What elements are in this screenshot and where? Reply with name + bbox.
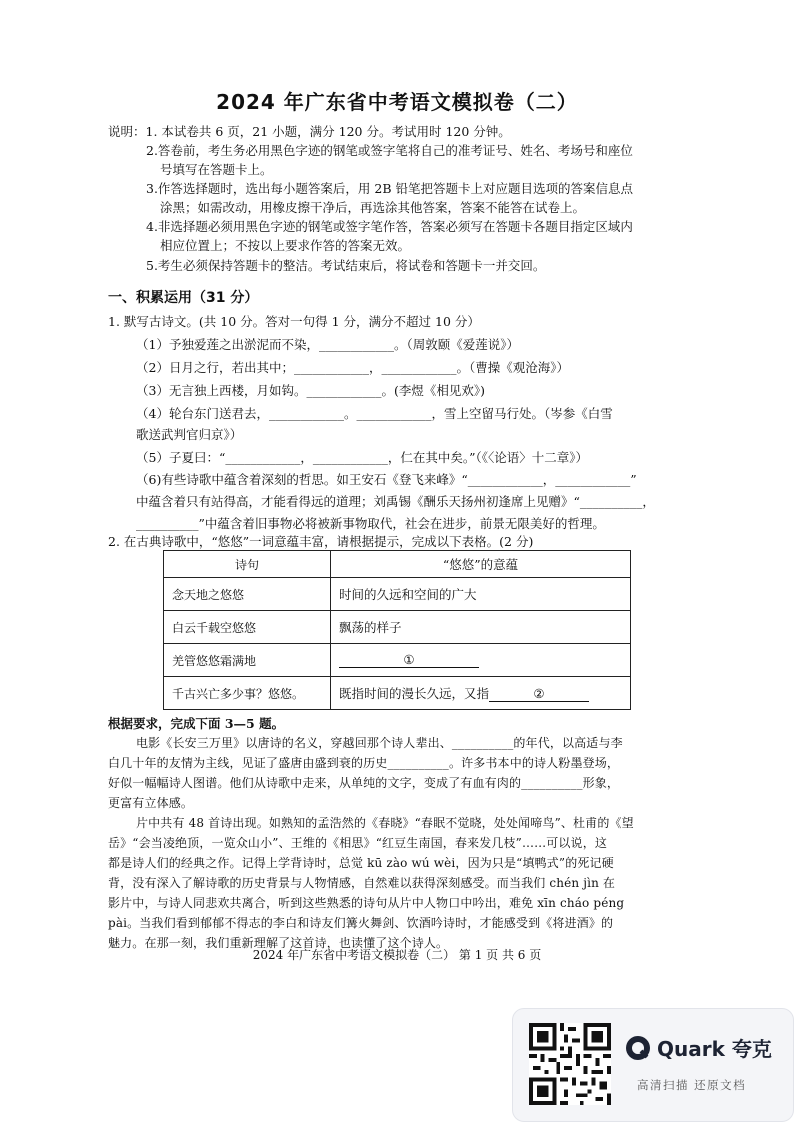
meaning-cell	[331, 644, 631, 677]
table-row	[164, 677, 631, 710]
q1-line: （5）子夏曰：“____________，____________，仁在其中矣。”（《〈论语〉十二章》）	[136, 450, 588, 465]
poem-cell: 羌管悠悠霜满地	[164, 644, 331, 677]
passage-line: 片中共有 48 首诗出现。如熟知的孟浩然的《春晓》“春眠不觉晓，处处闻啼鸟”、杜甫的《望	[136, 816, 634, 830]
table-row	[164, 644, 631, 677]
poem-cell: 念天地之悠悠	[164, 578, 331, 611]
table-row	[164, 611, 631, 644]
note-line: 3.作答选择题时，选出每小题答案后，用 2B 铅笔把答题卡上对应题目选项的答案信息点	[146, 181, 634, 196]
note-line: 涂黑；如需改动，用橡皮擦干净后，再选涂其他答案，答案不能答在试卷上。	[160, 200, 586, 215]
q1-line: 中蕴含着只有站得高，才能看得远的道理；刘禹锡《酬乐天扬州初逢席上见赠》“__________，	[136, 494, 655, 509]
table-header-cell: 诗句	[164, 551, 331, 578]
page-footer: 2024 年广东省中考语文模拟卷（二） 第 1 页 共 6 页	[252, 948, 542, 962]
meaning-text: 既指时间的漫长久远，又指	[339, 686, 490, 701]
table-header-cell: “悠悠”的意蕴	[331, 551, 631, 578]
note-line: 号填写在答题卡上。	[160, 162, 273, 177]
meaning-cell	[331, 677, 631, 710]
q1-line: 歌送武判官归京》）	[136, 427, 243, 442]
q1-line: （1）予独爱莲之出淤泥而不染，____________。（周敦颐《爱莲说》）	[136, 337, 519, 352]
quark-badge[interactable]	[512, 1008, 794, 1122]
quark-logo	[625, 1033, 772, 1062]
answer-blank-2[interactable]: ②	[489, 686, 589, 702]
poem-cell: 白云千载空悠悠	[164, 611, 331, 644]
quark-logo-icon	[625, 1035, 651, 1061]
passage-line: 好似一幅幅诗人图谱。他们从诗歌中走来，从单纯的文字，变成了有血有肉的__________形象，	[108, 776, 620, 790]
question-2-stem: 2. 在古典诗歌中，“悠悠”一词意蕴丰富，请根据提示，完成以下表格。(2 分)	[108, 534, 534, 549]
q1-line: __________”中蕴含着旧事物必将被新事物取代，社会在进步，前景无限美好的哲理。	[136, 516, 605, 531]
note-line: 4.非选择题必须用黑色字迹的钢笔或签字笔作答，答案必须写在答题卡各题目指定区域内	[146, 219, 633, 234]
answer-blank-1[interactable]: ①	[339, 652, 479, 668]
q1-line: （6)有些诗歌中蕴含着深刻的哲思。如王安石《登飞来峰》“____________，____________”	[136, 472, 637, 487]
note-line: 5.考生必须保持答题卡的整洁。考试结束后，将试卷和答题卡一并交回。	[146, 258, 546, 273]
q1-line: （2）日月之行，若出其中；____________，____________。（曹操《观沧海》）	[136, 360, 569, 375]
table-row	[164, 578, 631, 611]
passage-line: 岳》“会当凌绝顶，一览众山小”、王维的《相思》“红豆生南国，春来发几枝”……可以说，这	[108, 836, 607, 850]
passage-line: 电影《长安三万里》以唐诗的名义，穿越回那个诗人辈出、__________的年代，以高适与李	[136, 736, 623, 750]
passage-line: 更富有立体感。	[108, 796, 194, 810]
section-heading: 一、积累运用（31 分）	[108, 290, 259, 306]
note-line: 相应位置上；不按以上要求作答的答案无效。	[160, 238, 411, 253]
note-line: 2.答卷前，考生务必用黑色字迹的钢笔或签字笔将自己的准考证号、姓名、考场号和座位	[146, 143, 633, 158]
passage-line: 魅力。在那一刻，我们重新理解了这首诗，也读懂了这个诗人。	[108, 936, 449, 950]
badge-subtitle: 高清扫描 还原文档	[637, 1078, 747, 1092]
qr-code-icon[interactable]	[529, 1023, 611, 1105]
q1-line: （4）轮台东门送君去，____________。____________，雪上空留马行处。（岑参《白雪	[136, 406, 613, 421]
meaning-table	[163, 550, 631, 710]
question-1-stem: 1. 默写古诗文。(共 10 分。答对一句得 1 分，满分不超过 10 分）	[108, 314, 480, 329]
passage-line: 背，没有深入了解诗歌的历史背景与人物情感，自然难以获得深刻感受。而当我们 chén jìn 在	[108, 876, 616, 890]
meaning-cell: 飘荡的样子	[331, 611, 631, 644]
table-header-row	[164, 551, 631, 578]
poem-cell: 千古兴亡多少事？悠悠。	[164, 677, 331, 710]
passage-line: 白几十年的友情为主线，见证了盛唐由盛到衰的历史__________。许多书本中的诗人粉墨登场，	[108, 756, 620, 770]
instruction-3-5: 根据要求，完成下面 3—5 题。	[108, 716, 285, 731]
q1-line: （3）无言独上西楼，月如钩。____________。(李煜《相见欢》)	[136, 383, 485, 398]
passage-line: 都是诗人们的经典之作。记得上学背诗时，总觉 kū zào wú wèi，因为只是“填鸭式”的死记硬	[108, 856, 614, 870]
passage-line: pài。当我们看到郁郁不得志的李白和诗友们篝火舞剑、饮酒吟诗时，才能感受到《将进酒》的	[108, 916, 614, 930]
brand-name: Quark 夸克	[657, 1037, 772, 1061]
meaning-cell: 时间的久远和空间的广大	[331, 578, 631, 611]
note-line: 说明：1. 本试卷共 6 页，21 小题，满分 120 分。考试用时 120 分钟。	[108, 124, 511, 139]
passage-line: 影片中，与诗人同悲欢共离合，听到这些熟悉的诗句从片中人物口中吟出，难免 xīn cháo péng	[108, 896, 625, 910]
page-title: 2024 年广东省中考语文模拟卷（二）	[216, 90, 578, 114]
